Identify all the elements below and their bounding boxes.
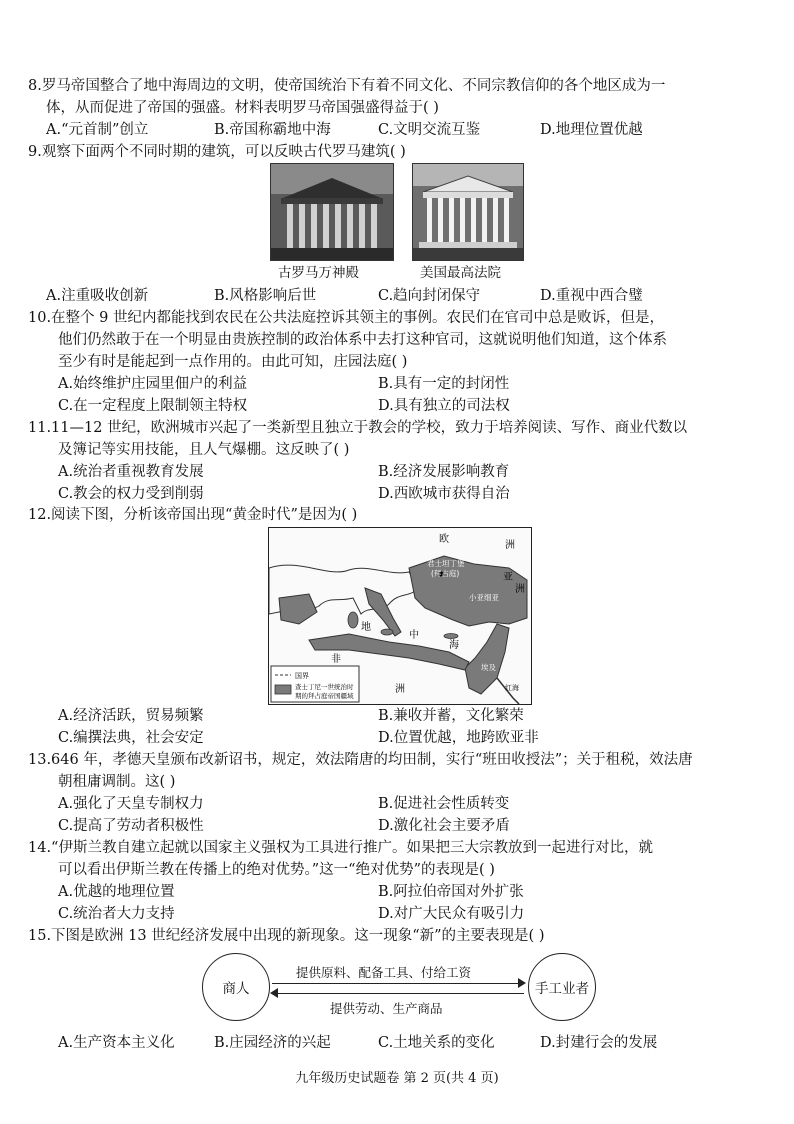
supreme-court-caption: 美国最高法院 [420, 265, 501, 281]
q10-stem-line2: 他们仍然敢于在一个明显由贵族控制的政治体系中去打这种官司，这就说明他们知道，这个体系 [58, 332, 667, 348]
bottom-arrow-label: 提供劳动、生产商品 [330, 1001, 443, 1016]
q11-stem-line2: 及簿记等实用技能，且人气爆棚。这反映了( ) [58, 442, 350, 458]
map-legend-area-1: 查士丁尼一世统治时 [295, 683, 354, 691]
q14-option-b: B.阿拉伯帝国对外扩张 [378, 884, 524, 900]
q10-stem-line1: 10.在整个 9 世纪内都能找到农民在公共法庭控诉其领主的事例。农民们在官司中总是败诉，但是， [28, 310, 664, 326]
q12-option-a: A.经济活跃，贸易频繁 [58, 708, 204, 724]
q11-option-c: C.教会的权力受到削弱 [58, 486, 204, 502]
byzantine-map-drawing [269, 528, 531, 704]
map-label-capital-alt: (拜占庭) [431, 569, 460, 578]
merchant-node [202, 953, 270, 1021]
q8-stem-line2: 体，从而促进了帝国的强盛。材料表明罗马帝国强盛得益于( ) [46, 100, 439, 116]
q13-option-d: D.激化社会主要矛盾 [378, 818, 510, 834]
top-arrow-head-icon [518, 978, 526, 988]
map-label-hai: 海 [449, 640, 459, 651]
q12-option-b: B.兼收并蓄，文化繁荣 [378, 708, 524, 724]
map-label-di: 地 [361, 622, 371, 633]
top-arrow-label: 提供原料、配备工具、付给工资 [296, 965, 472, 980]
map-label-zhong: 中 [409, 630, 419, 641]
map-legend-border: 国界 [295, 672, 309, 680]
map-label-asia-minor: 小亚细亚 [469, 593, 499, 602]
map-label-africa-zhou: 洲 [395, 684, 405, 695]
pantheon-photo [270, 163, 394, 261]
q10-option-b: B.具有一定的封闭性 [378, 376, 510, 392]
q9-stem: 9.观察下面两个不同时期的建筑，可以反映古代罗马建筑( ) [28, 144, 406, 160]
q14-stem-line1: 14.“伊斯兰教自建立起就以国家主义强权为工具进行推广。如果把三大宗教放到一起进行对比，就 [28, 840, 653, 856]
q14-stem-line2: 可以看出伊斯兰教在传播上的绝对优势。”这一“绝对优势”的表现是( ) [58, 862, 495, 878]
q11-option-a: A.统治者重视教育发展 [58, 464, 204, 480]
map-label-fei: 非 [331, 654, 341, 665]
q9-option-c: C.趋向封闭保守 [378, 288, 481, 304]
q11-stem-line1: 11.11—12 世纪，欧洲城市兴起了一类新型且独立于教会的学校，致力于培养阅读、写作、商业代数以 [28, 420, 688, 436]
q13-option-b: B.促进社会性质转变 [378, 796, 510, 812]
supreme-court-photo [412, 163, 524, 261]
q9-option-d: D.重视中西合璧 [540, 288, 643, 304]
map-label-europe: 欧 [439, 534, 449, 545]
map-label-capital: 君士坦丁堡 [427, 559, 465, 568]
q11-option-b: B.经济发展影响教育 [378, 464, 510, 480]
q8-option-c: C.文明交流互鉴 [378, 122, 481, 138]
artisan-node-label: 手工业者 [535, 981, 589, 997]
q15-option-a: A.生产资本主义化 [58, 1035, 175, 1051]
q13-option-a: A.强化了天皇专制权力 [58, 796, 204, 812]
merchant-node-label: 商人 [222, 981, 250, 997]
q15-stem: 15.下图是欧洲 13 世纪经济发展中出现的新现象。这一现象“新”的主要表现是( ) [28, 928, 545, 944]
page-footer: 九年级历史试题卷 第 2 页(共 4 页) [295, 1071, 499, 1086]
artisan-node [528, 953, 596, 1021]
q9-option-b: B.风格影响后世 [214, 288, 317, 304]
q13-stem-line2: 朝租庸调制。这( ) [58, 774, 176, 790]
map-label-red-sea: 红海 [505, 684, 519, 692]
map-legend-area-2: 期的拜占庭帝国疆域 [295, 692, 354, 700]
q13-option-c: C.提高了劳动者积极性 [58, 818, 204, 834]
q15-option-b: B.庄园经济的兴起 [214, 1035, 331, 1051]
map-label-asia-zhou: 洲 [515, 584, 525, 595]
q12-option-c: C.编撰法典，社会安定 [58, 730, 204, 746]
bottom-arrow-head-icon [270, 988, 278, 998]
q15-option-d: D.封建行会的发展 [540, 1035, 658, 1051]
q9-option-a: A.注重吸收创新 [46, 288, 149, 304]
q13-stem-line1: 13.646 年，孝德天皇颁布改新诏书，规定，效法隋唐的均田制，实行“班田收授法”；关于租税，效法唐 [28, 752, 693, 768]
q8-stem-line1: 8.罗马帝国整合了地中海周边的文明，使帝国统治下有着不同文化、不同宗教信仰的各个地区成为一 [28, 78, 666, 94]
q8-option-d: D.地理位置优越 [540, 122, 643, 138]
q10-stem-line3: 至少有时是能起到一点作用的。由此可知，庄园法庭( ) [58, 354, 408, 370]
map-label-egypt: 埃及 [481, 663, 496, 672]
pantheon-caption: 古罗马万神殿 [278, 265, 359, 281]
q10-option-a: A.始终维护庄园里佃户的利益 [58, 376, 248, 392]
top-arrow [272, 983, 524, 984]
q12-option-d: D.位置优越，地跨欧亚非 [378, 730, 539, 746]
q10-option-d: D.具有独立的司法权 [378, 398, 510, 414]
q14-option-d: D.对广大民众有吸引力 [378, 906, 525, 922]
q12-stem: 12.阅读下图，分析该帝国出现“黄金时代”是因为( ) [28, 507, 358, 523]
q8-option-b: B.帝国称霸地中海 [214, 122, 331, 138]
map-label-asia: 亚 [503, 572, 513, 583]
q14-option-a: A.优越的地理位置 [58, 884, 175, 900]
bottom-arrow [272, 993, 524, 994]
map-label-zhou: 洲 [505, 540, 515, 551]
q11-option-d: D.西欧城市获得自治 [378, 486, 510, 502]
q8-option-a: A.“元首制”创立 [46, 122, 149, 138]
byzantine-map [268, 527, 532, 705]
q14-option-c: C.统治者大力支持 [58, 906, 175, 922]
q10-option-c: C.在一定程度上限制领主特权 [58, 398, 248, 414]
q15-option-c: C.土地关系的变化 [378, 1035, 495, 1051]
